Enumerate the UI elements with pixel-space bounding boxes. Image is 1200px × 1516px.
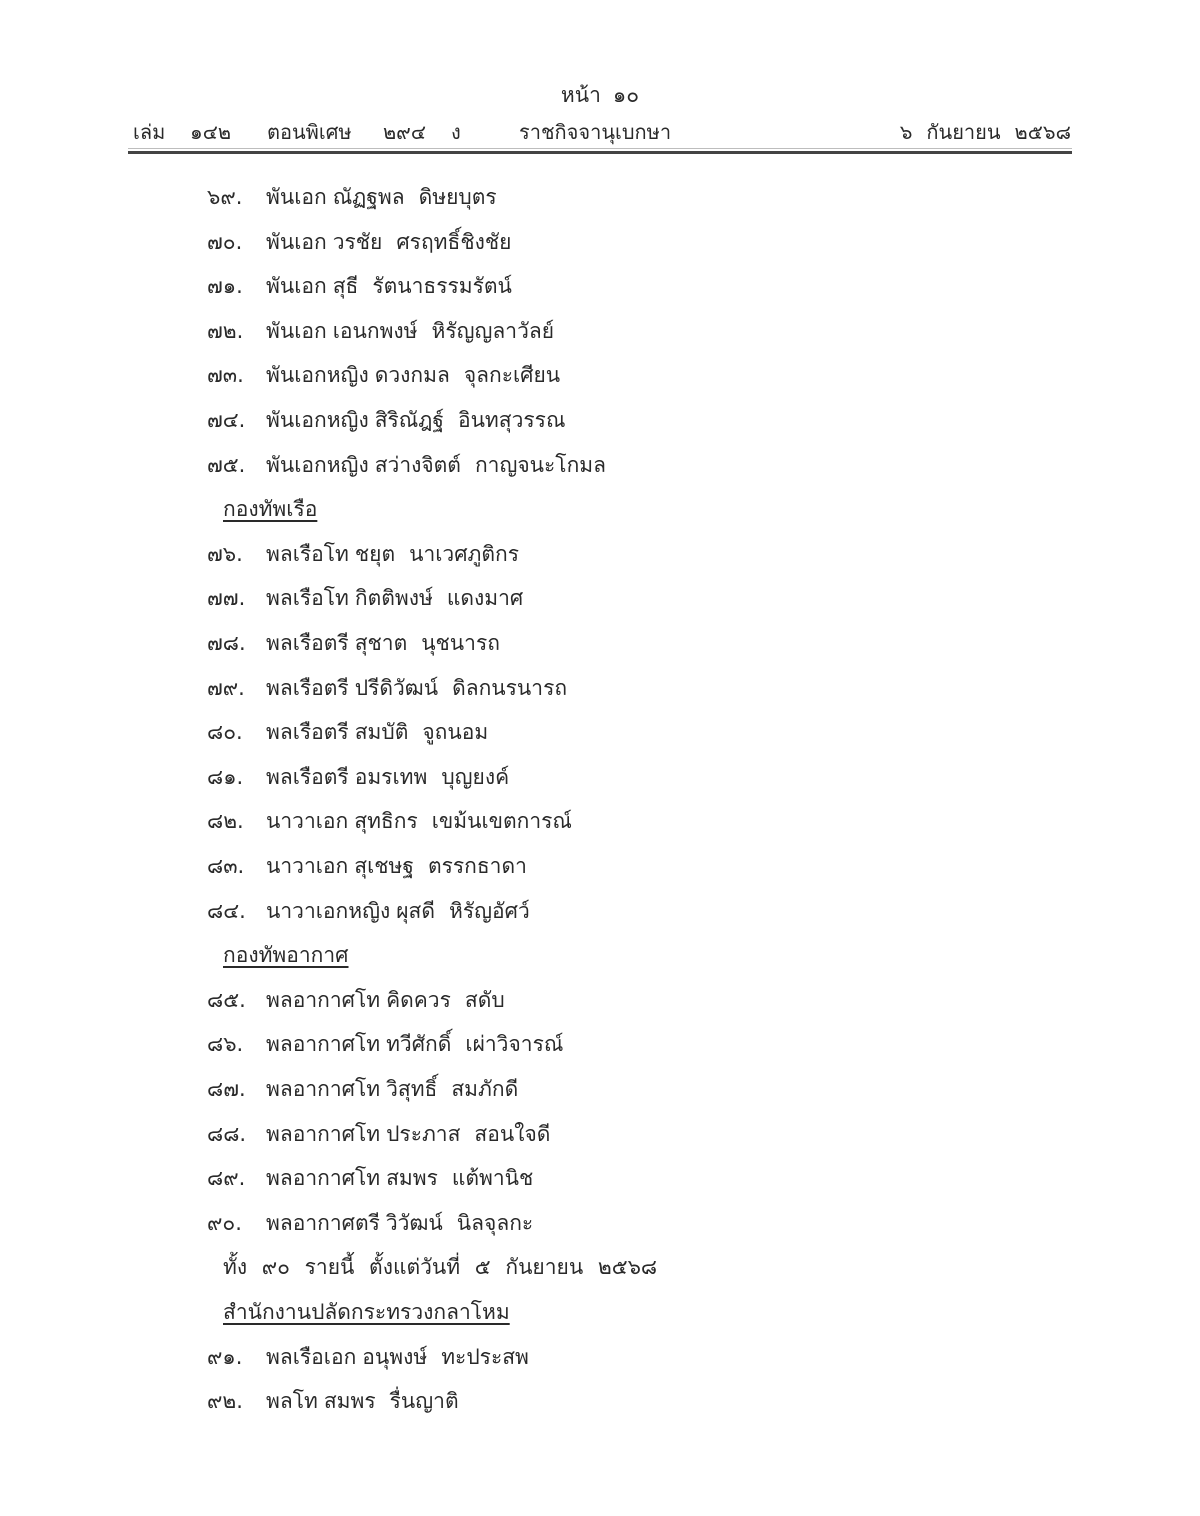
last-name: รื่นญาติ xyxy=(389,1389,459,1413)
first-name: คิดควร xyxy=(386,988,451,1012)
military-rank: พลอากาศตรี xyxy=(266,1211,380,1235)
date-month: กันยายน xyxy=(926,120,1001,144)
item-name xyxy=(266,180,497,214)
item-number: ๘๕. xyxy=(207,988,246,1012)
first-name: สมพร xyxy=(323,1389,376,1413)
item-name xyxy=(266,581,523,615)
item-name xyxy=(266,983,505,1017)
page-label: หน้า xyxy=(560,83,601,107)
item-name xyxy=(266,403,565,437)
issue-label: ตอนพิเศษ xyxy=(267,120,352,144)
military-rank: พันเอกหญิง xyxy=(266,453,369,477)
military-rank: นาวาเอกหญิง xyxy=(266,899,391,923)
volume-label: เล่ม xyxy=(133,120,166,144)
military-rank: พันเอกหญิง xyxy=(266,408,369,432)
item-name xyxy=(266,715,488,749)
first-name: วรชัย xyxy=(332,230,383,254)
item-number: ๙๑. xyxy=(207,1345,243,1369)
first-name: กิตติพงษ์ xyxy=(354,586,433,610)
item-name xyxy=(266,760,509,794)
last-name: แดงมาศ xyxy=(446,586,524,610)
military-rank: นาวาเอก xyxy=(266,854,349,878)
item-number: ๘๑. xyxy=(207,765,244,789)
issue-number: ๒๙๔ xyxy=(383,120,426,144)
item-number: ๘๐. xyxy=(207,720,243,744)
last-name: สอนใจดี xyxy=(474,1122,551,1146)
page-number-value: ๑๐ xyxy=(612,83,640,107)
first-name: สุทธิกร xyxy=(354,809,418,833)
last-name: ศรฤทธิ์ชิงชัย xyxy=(396,230,512,254)
first-name: สุธี xyxy=(332,274,359,298)
last-name: แต้พานิช xyxy=(451,1166,534,1190)
item-number: ๙๒. xyxy=(207,1389,243,1413)
military-rank: พลอากาศโท xyxy=(266,1166,381,1190)
first-name: ดวงกมล xyxy=(374,363,450,387)
first-name: อนุพงษ์ xyxy=(362,1345,428,1369)
item-name xyxy=(266,314,554,348)
item-number: ๗๓. xyxy=(207,363,244,387)
section-heading-ministry: สำนักงานปลัดกระทรวงกลาโหม xyxy=(223,1300,510,1324)
item-name xyxy=(266,358,560,392)
last-name: จุลกะเศียน xyxy=(463,363,561,387)
item-number: ๘๓. xyxy=(207,854,245,878)
item-name xyxy=(266,804,572,838)
item-name xyxy=(266,849,527,883)
last-name: นุชนารถ xyxy=(421,631,500,655)
military-rank: พันเอกหญิง xyxy=(266,363,369,387)
item-name xyxy=(266,448,606,482)
date-day: ๖ xyxy=(899,120,913,144)
item-number: ๘๘. xyxy=(207,1122,247,1146)
last-name: สมภักดี xyxy=(451,1077,519,1101)
first-name: สุชาต xyxy=(354,631,408,655)
item-name xyxy=(266,671,567,705)
military-rank: พลเรือโท xyxy=(266,586,349,610)
military-rank: พลอากาศโท xyxy=(266,988,381,1012)
last-name: นาเวศภูติกร xyxy=(409,542,520,566)
item-number: ๙๐. xyxy=(207,1211,242,1235)
section-heading-navy: กองทัพเรือ xyxy=(223,497,318,521)
item-name xyxy=(266,894,530,928)
military-rank: พลอากาศโท xyxy=(266,1032,381,1056)
item-name xyxy=(266,1027,563,1061)
military-rank: พลโท xyxy=(266,1389,318,1413)
item-name xyxy=(266,1206,533,1240)
item-number: ๗๐. xyxy=(207,230,243,254)
volume-number: ๑๔๒ xyxy=(190,120,232,144)
military-rank: พันเอก xyxy=(266,185,327,209)
first-name: เอนกพงษ์ xyxy=(332,319,418,343)
last-name: จูถนอม xyxy=(422,720,489,744)
item-number: ๘๔. xyxy=(207,899,246,923)
military-rank: พลเรือตรี xyxy=(266,676,349,700)
last-name: สดับ xyxy=(464,988,505,1012)
item-name xyxy=(266,269,512,303)
header-rule-light xyxy=(128,148,1072,149)
last-name: กาญจนะโกมล xyxy=(474,453,606,477)
last-name: หิรัญอัศว์ xyxy=(449,899,530,923)
first-name: สว่างจิตต์ xyxy=(374,453,461,477)
last-name: เผ่าวิจารณ์ xyxy=(465,1032,564,1056)
military-rank: พันเอก xyxy=(266,230,327,254)
item-name xyxy=(266,1161,533,1195)
last-name: นิลจุลกะ xyxy=(456,1211,534,1235)
military-rank: นาวาเอก xyxy=(266,809,349,833)
last-name: อินทสุวรรณ xyxy=(457,408,566,432)
military-rank: พลเรือตรี xyxy=(266,631,349,655)
military-rank: พลอากาศโท xyxy=(266,1122,381,1146)
item-number: ๗๑. xyxy=(207,274,243,298)
item-name xyxy=(266,537,519,571)
publication-date xyxy=(886,117,1071,147)
header-rule xyxy=(128,151,1072,154)
last-name: เขม้นเขตการณ์ xyxy=(431,809,572,833)
military-rank: พันเอก xyxy=(266,274,327,298)
military-rank: พลเรือโท xyxy=(266,542,349,566)
item-number: ๘๖. xyxy=(207,1032,244,1056)
last-name: รัตนาธรรมรัตน์ xyxy=(372,274,512,298)
item-number: ๗๘. xyxy=(207,631,246,655)
first-name: ประภาส xyxy=(386,1122,461,1146)
last-name: ทะประสพ xyxy=(441,1345,529,1369)
item-number: ๗๙. xyxy=(207,676,245,700)
first-name: สมพร xyxy=(386,1166,438,1190)
item-number: ๗๔. xyxy=(207,408,246,432)
item-number: ๘๗. xyxy=(207,1077,246,1101)
item-name xyxy=(266,1072,518,1106)
item-number: ๗๒. xyxy=(207,319,244,343)
first-name: ทวีศักดิ์ xyxy=(386,1032,452,1056)
item-number: ๘๒. xyxy=(207,809,244,833)
item-name xyxy=(266,1340,529,1374)
item-number: ๗๕. xyxy=(207,453,246,477)
item-name xyxy=(266,1384,459,1418)
date-year: ๒๕๖๘ xyxy=(1014,120,1071,144)
first-name: สุเชษฐ xyxy=(354,854,414,878)
last-name: บุญยงค์ xyxy=(441,765,510,789)
item-number: ๘๙. xyxy=(207,1166,246,1190)
first-name: ปรีดิวัฒน์ xyxy=(354,676,439,700)
first-name: ณัฏฐพล xyxy=(332,185,405,209)
military-rank: พันเอก xyxy=(266,319,327,343)
issue-suffix: ง xyxy=(451,120,461,144)
last-name: ตรรกธาดา xyxy=(427,854,527,878)
last-name: หิรัญญลาวัลย์ xyxy=(431,319,555,343)
first-name: อมรเทพ xyxy=(354,765,428,789)
item-number: ๗๖. xyxy=(207,542,243,566)
first-name: วิวัฒน์ xyxy=(385,1211,443,1235)
item-name xyxy=(266,626,500,660)
last-name: ดิลกนรนารถ xyxy=(452,676,568,700)
first-name: สิริณัฎฐ์ xyxy=(374,408,444,432)
summary-text: ทั้ง ๙๐ รายนี้ ตั้งแต่วันที่ ๕ กันยายน ๒๕๖๘ xyxy=(223,1255,658,1279)
military-rank: พลอากาศโท xyxy=(266,1077,381,1101)
gazette-name: ราชกิจจานุเบกษา xyxy=(519,120,672,144)
military-rank: พลเรือตรี xyxy=(266,765,349,789)
first-name: ผุสดี xyxy=(396,899,435,923)
military-rank: พลเรือเอก xyxy=(266,1345,357,1369)
military-rank: พลเรือตรี xyxy=(266,720,349,744)
item-name xyxy=(266,1117,550,1151)
section-heading-airforce: กองทัพอากาศ xyxy=(223,943,349,967)
gazette-header xyxy=(133,117,1071,147)
item-name xyxy=(266,225,511,259)
item-number: ๗๗. xyxy=(207,586,246,610)
first-name: วิสุทธิ์ xyxy=(386,1077,438,1101)
first-name: สมบัติ xyxy=(354,720,409,744)
item-number: ๖๙. xyxy=(207,185,243,209)
first-name: ชยุต xyxy=(354,542,396,566)
page-number xyxy=(0,80,1200,110)
last-name: ดิษยบุตร xyxy=(418,185,497,209)
